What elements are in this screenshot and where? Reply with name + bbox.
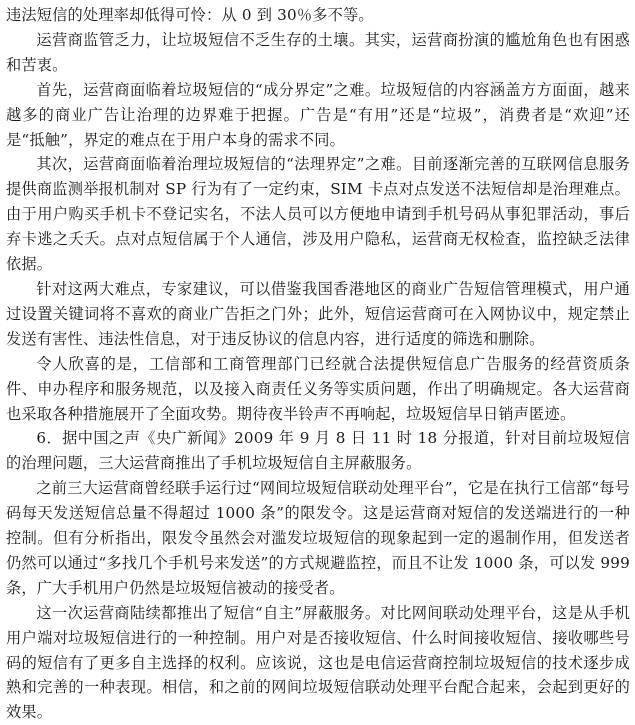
paragraph-second-difficulty: 其次，运营商面临着治理垃圾短信的“法理界定”之难。目前逐渐完善的互联网信息服务提供商监测举报机制对 SP 行为有了一定约束，SIM 卡点对点发送不法短信却是治理难点。由于用户购买手机卡不登记实名，不法人员可以方便地申请到手机号码从事犯罪活动，事后弃卡逃之夭夭。点对点短信属于个人通信，涉及用户隐私，运营商无权检查，监控缺乏法律依据。 [6,155,630,274]
document-page [6,3,630,725]
paragraph-operator-supervision: 运营商监管乏力，让垃圾短信不乏生存的土壤。其实，运营商扮演的尴尬角色也有困惑和苦衷。 [6,30,630,74]
paragraph-expert-advice: 针对这两大难点，专家建议，可以借鉴我国香港地区的商业广告短信管理模式，用户通过设置关键词将不喜欢的商业广告拒之门外；此外，短信运营商可在入网协议中，规定禁止发送有害性、违法性信息，对于违反协议的信息内容，进行适度的筛选和删除。 [6,279,630,348]
paragraph-regulation: 令人欣喜的是，工信部和工商管理部门已经就合法提供短信息广告服务的经营资质条件、申办程序和服务规范，以及接入商责任义务等实质问题，作出了明确规定。各大运营商也采取各种措施展开了全面攻势。期待夜半铃声不再响起，垃圾短信早日销声匿迹。 [6,354,630,423]
paragraph-first-difficulty: 首先，运营商面临着垃圾短信的“成分界定”之难。垃圾短信的内容涵盖方方面面，越来越多的商业广告让治理的边界难于把握。广告是“有用”还是“垃圾”，消费者是“欢迎”还是“抵触”，界定的难点在于用户本身的需求不同。 [6,80,630,149]
paragraph-self-blocking: 这一次运营商陆续都推出了短信“自主”屏蔽服务。对比网间联动处理平台，这是从手机用户端对垃圾短信进行的一种控制。用户对是否接收短信、什么时间接收短信、接收哪些号码的短信有了更多自主选择的权利。应该说，这也是电信运营商控制垃圾短信的技术逐步成熟和完善的一种表现。相信，和之前的网间垃圾短信联动处理平台配合起来，会起到更好的效果。 [6,603,630,722]
paragraph-continuation: 违法短信的处理率却低得可怜：从 0 到 30％多不等。 [6,6,374,24]
paragraph-news-item-6: 6．据中国之声《央广新闻》2009 年 9 月 8 日 11 时 18 分报道，针对目前垃圾短信的治理问题，三大运营商推出了手机垃圾短信自主屏蔽服务。 [6,429,630,473]
paragraph-platform-history: 之前三大运营商曾经联手运行过“网间垃圾短信联动处理平台”，它是在执行工信部“每号码每天发送短信总量不得超过 1000 条”的限发令。这是运营商对短信的发送端进行的一种控制。但有分析指出，限发令虽然会对滥发垃圾短信的现象起到一定的遏制作用，但发送者仍然可以通过“多找几个手机号来发送”的方式规避监控，而且不让发 1000 条，可以发 999 条，广大手机用户仍然是垃圾短信被动的接受者。 [6,479,630,597]
